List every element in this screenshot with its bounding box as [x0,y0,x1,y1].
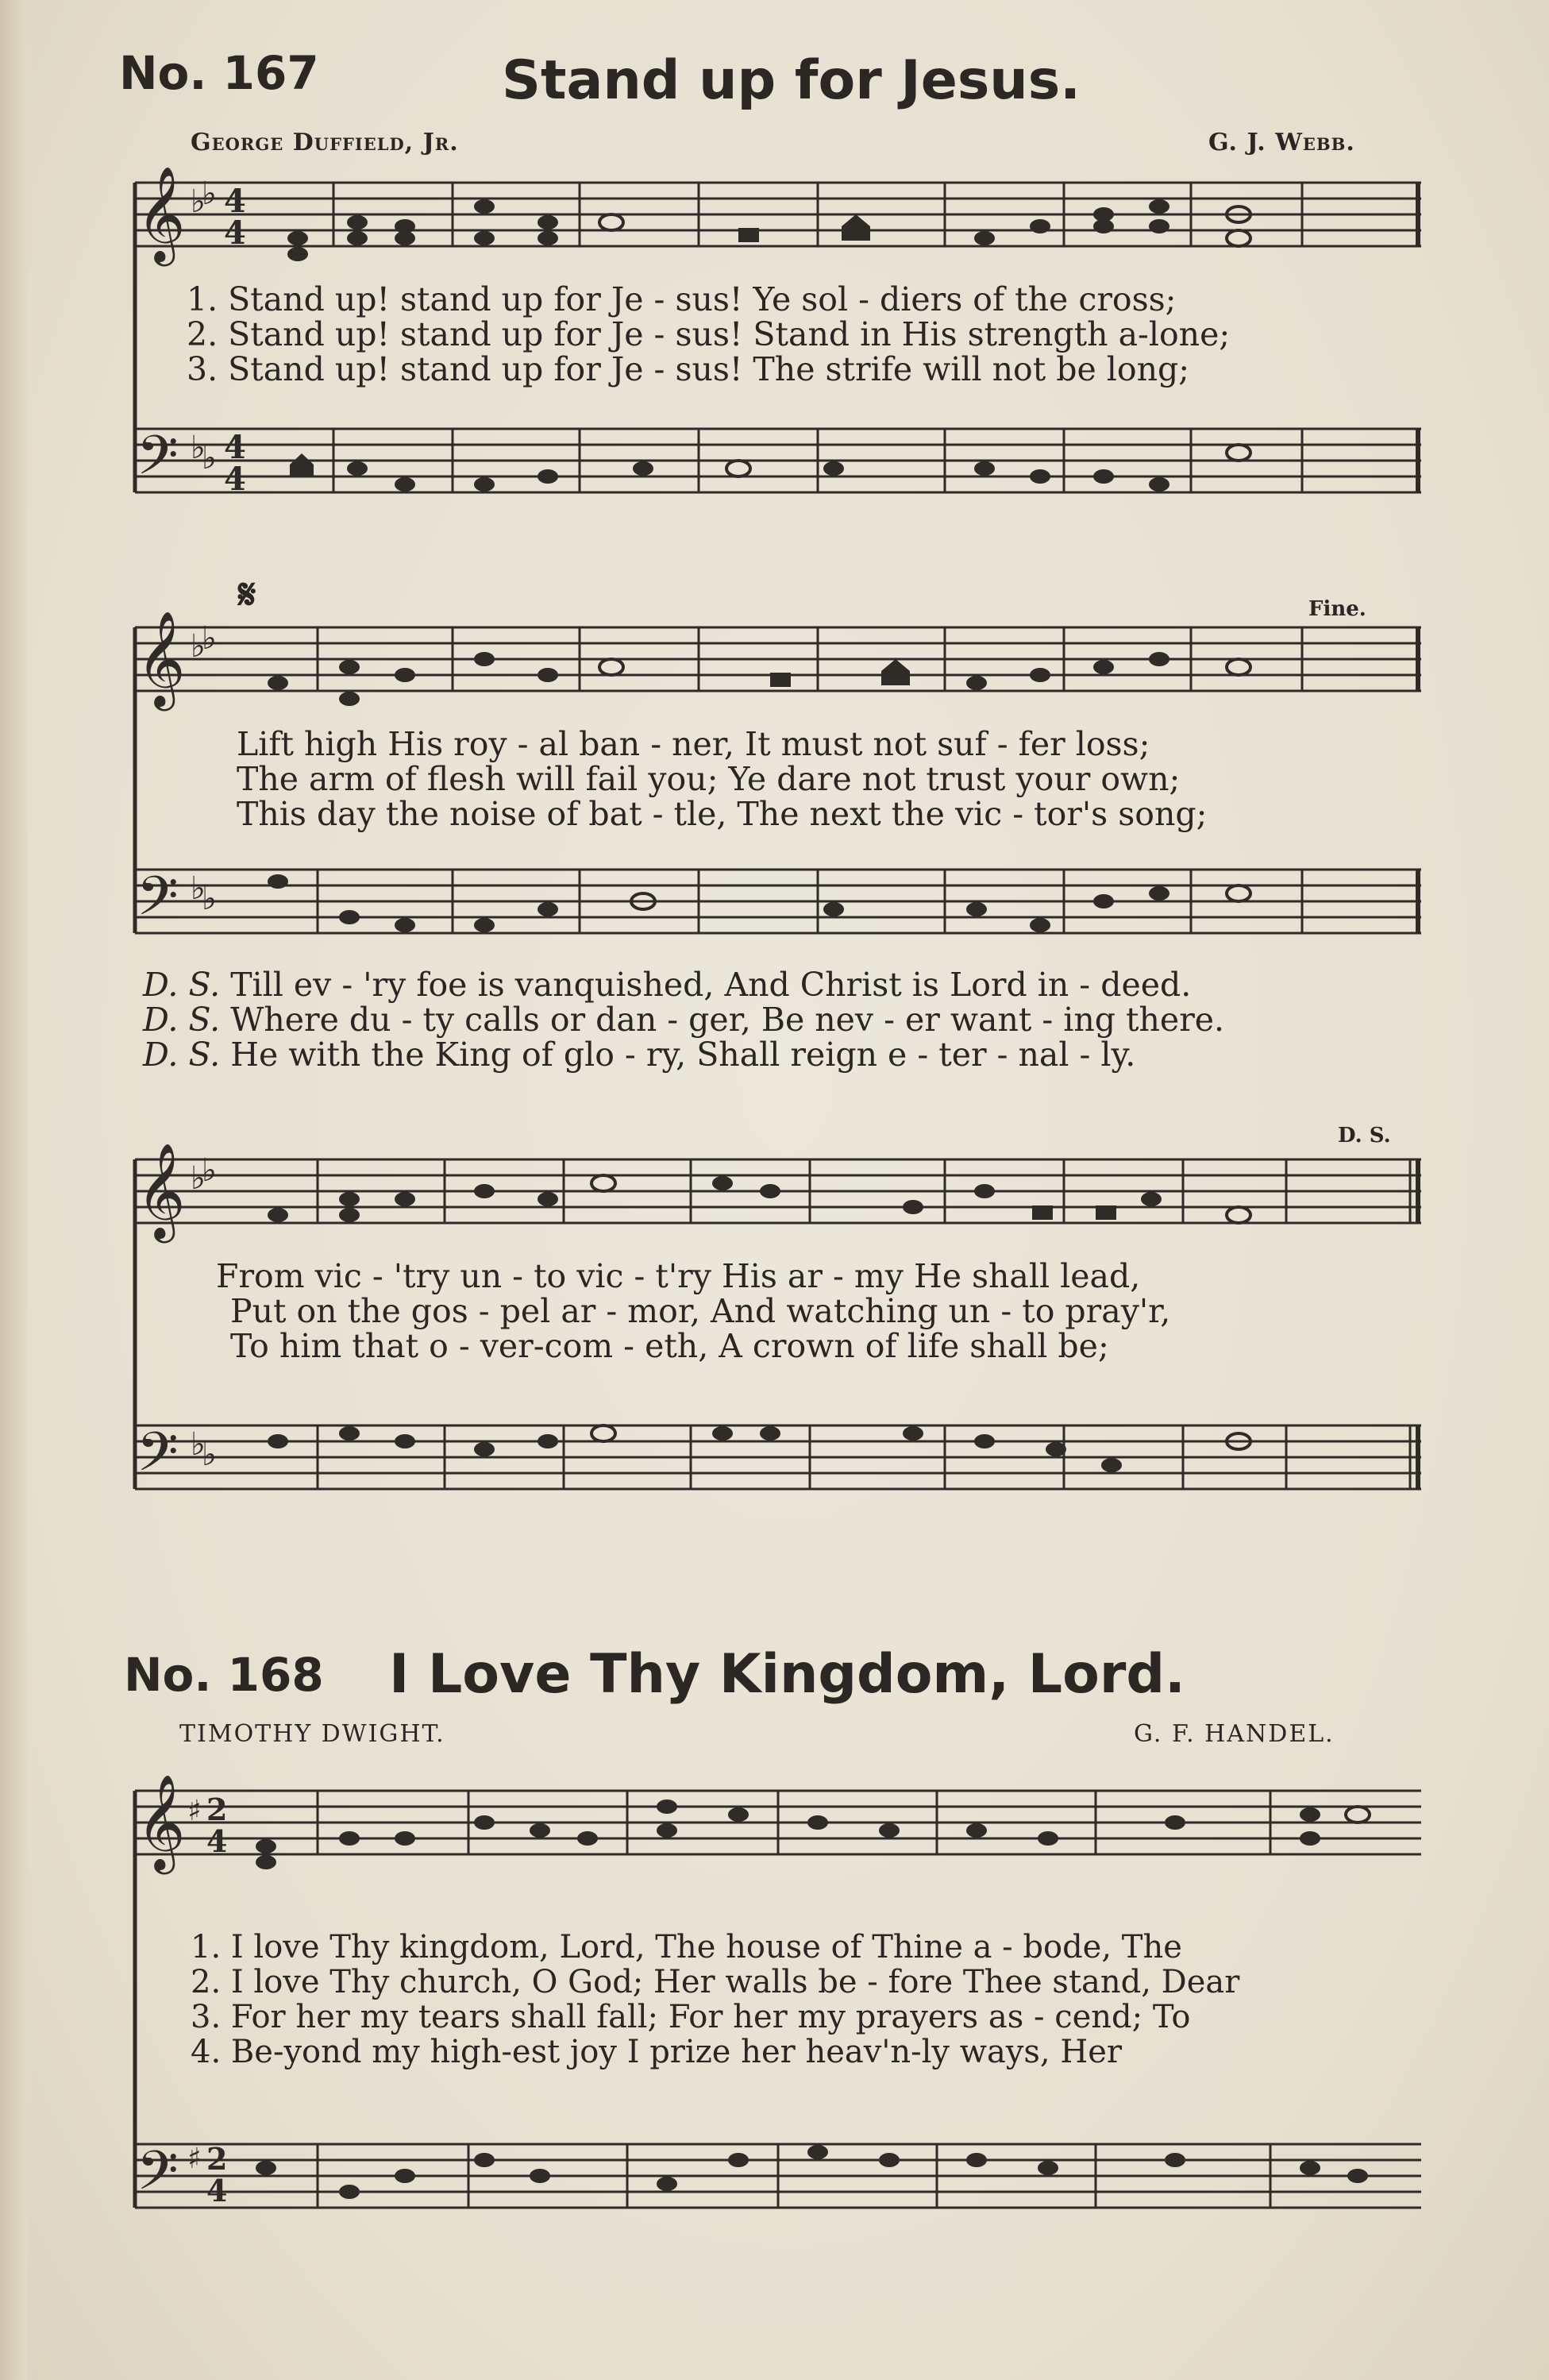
svg-text:4: 4 [224,429,246,466]
lyric-line: 4. Be-yond my high-est joy I prize her heav'n-ly ways, Her [191,2034,1123,2070]
svg-text:4: 4 [224,214,246,252]
hymn-168-lyricist: TIMOTHY DWIGHT. [179,1720,445,1748]
svg-text:𝄢: 𝄢 [137,425,179,500]
fine-marker: Fine. [1308,597,1366,621]
svg-text:𝄞: 𝄞 [137,165,186,262]
hymn-168-composer: G. F. HANDEL. [1134,1720,1335,1748]
book-spine-edge [0,0,27,2380]
ds-lyric-line [143,1037,1224,1072]
ds-lyric-text: Till ev - 'ry foe is vanquished, And Christ is Lord in - deed. [230,966,1192,1004]
hymn-168-title: I Love Thy Kingdom, Lord. [389,1643,1185,1706]
lyric-line: The arm of flesh will fail you; Ye dare not trust your own; [237,760,1181,798]
lyric-line: 3. Stand up! stand up for Je - sus! The strife will not be long; [187,350,1190,388]
svg-text:𝄞: 𝄞 [137,1773,186,1870]
ds-lyric-text: He with the King of glo - ry, Shall reign e - ter - nal - ly. [230,1036,1136,1074]
svg-text:♭: ♭ [202,176,217,212]
svg-text:♭: ♭ [202,881,217,917]
lyric-line: To him that o - ver-com - eth, A crown of life shall be; [230,1327,1109,1365]
lyric-line: Lift high His roy - al ban - ner, It must not suf - fer loss; [237,725,1150,763]
lyric-line: This day the noise of bat - tle, The next the vic - tor's song; [237,795,1208,833]
ds-lyric-line [143,967,1224,1002]
svg-text:𝄢: 𝄢 [137,866,179,941]
svg-text:4: 4 [206,2173,228,2208]
hymn-167-composer: G. J. Webb. [1208,129,1355,156]
svg-text:♭: ♭ [202,1152,217,1189]
svg-text:𝄢: 𝄢 [137,2140,179,2216]
lyric-line: 1. Stand up! stand up for Je - sus! Ye sol - diers of the cross; [187,280,1177,318]
svg-text:♭: ♭ [191,430,206,466]
stanza-block-system-1 [187,282,1230,387]
hymn-167-header [119,46,319,100]
ds-lyric-line [143,1002,1224,1037]
stanza-block-system-3 [216,1259,1170,1364]
lyric-line: From vic - 'try un - to vic - t'ry His ar - my He shall lead, [216,1257,1141,1295]
svg-text:2: 2 [206,1792,228,1827]
svg-text:♯: ♯ [187,2143,202,2175]
stanza-block-system-2 [237,727,1207,831]
svg-text:4: 4 [206,1823,228,1859]
hymn-168-number: No. 168 [124,1648,324,1702]
lyric-line: 2. I love Thy church, O God; Her walls be - fore Thee stand, Dear [191,1964,1240,2000]
lyric-line: 1. I love Thy kingdom, Lord, The house of Thine a - bode, The [191,1929,1182,1965]
svg-text:♭: ♭ [191,183,206,220]
svg-text:𝄞: 𝄞 [137,610,186,707]
svg-text:♭: ♭ [202,440,217,476]
svg-text:2: 2 [206,2141,228,2177]
hymn-167-title: Stand up for Jesus. [502,49,1081,112]
svg-text:♯: ♯ [187,1795,202,1827]
svg-text:♭: ♭ [202,1437,217,1473]
lyric-line: 3. For her my tears shall fall; For her my prayers as - cend; To [191,1999,1191,2035]
svg-text:♭: ♭ [191,870,206,907]
svg-text:♭: ♭ [191,1160,206,1197]
svg-text:♭: ♭ [191,628,206,665]
hymn-number: No. 167 [119,46,319,100]
svg-text:𝄢: 𝄢 [137,1421,179,1497]
hymn-167-lyricist: George Duffield, Jr. [191,129,459,156]
segno-sign: 𝄋 [238,570,256,619]
svg-text:♭: ♭ [191,1426,206,1463]
svg-text:4: 4 [224,461,246,498]
lyric-line: Put on the gos - pel ar - mor, And watching un - to pray'r, [230,1292,1171,1330]
svg-text:♭: ♭ [202,620,217,657]
ds-mark: D. S. [143,1001,221,1039]
svg-text:4: 4 [224,183,246,220]
ds-mark: D. S. [143,966,221,1004]
ds-marker: D. S. [1338,1124,1391,1148]
stanza-block-hymn-168 [191,1930,1239,2069]
lyric-line: 2. Stand up! stand up for Je - sus! Stand in His strength a-lone; [187,315,1231,353]
ds-mark: D. S. [143,1036,221,1074]
ds-lyric-block [143,967,1224,1072]
svg-text:𝄞: 𝄞 [137,1142,186,1239]
ds-lyric-text: Where du - ty calls or dan - ger, Be nev - er want - ing there. [230,1001,1225,1039]
